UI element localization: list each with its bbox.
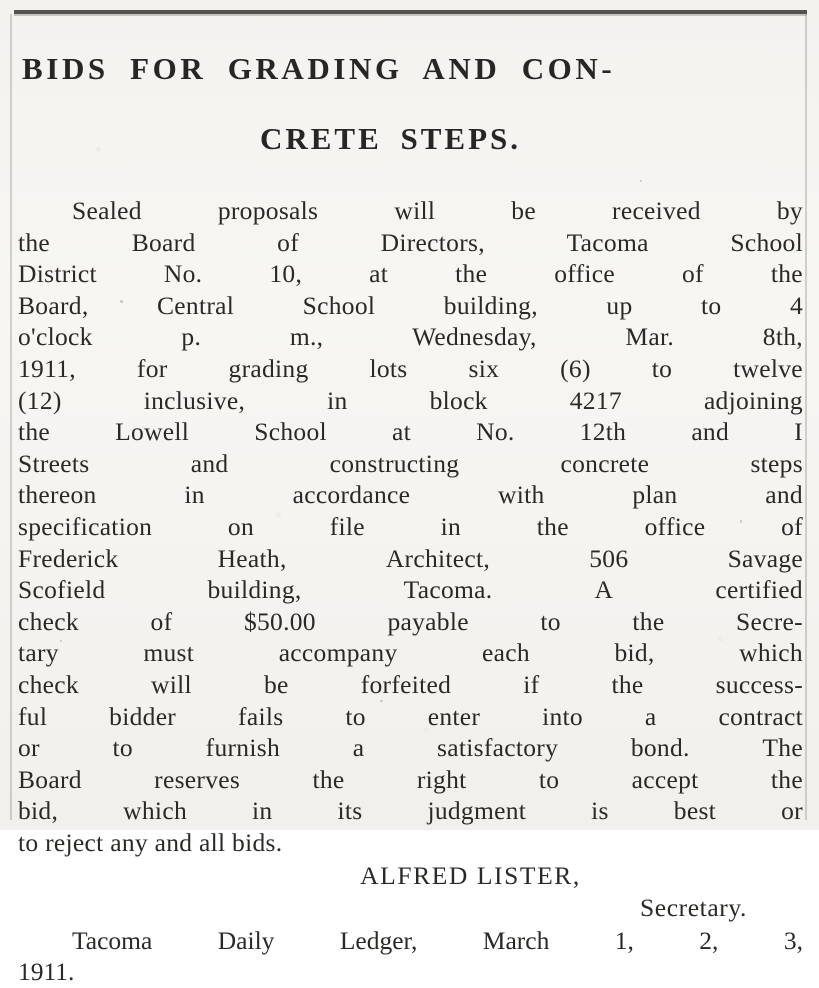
body-word: and xyxy=(691,417,730,447)
body-word: proposals xyxy=(217,196,319,225)
body-line xyxy=(18,574,803,606)
body-word: check xyxy=(18,606,79,636)
body-word: School xyxy=(730,227,803,257)
body-word: up xyxy=(606,290,633,320)
body-word: The xyxy=(762,733,803,763)
body-word: the xyxy=(770,259,803,289)
body-word: by xyxy=(776,196,803,225)
body-word: received xyxy=(612,196,701,225)
body-word: Frederick xyxy=(18,543,119,573)
body-word: at xyxy=(392,417,412,447)
body-word: will xyxy=(151,669,192,699)
body-word: its xyxy=(337,796,363,826)
body-word: of xyxy=(682,259,704,289)
body-word: specification xyxy=(18,511,153,541)
body-word: with xyxy=(498,480,545,510)
body-word: best xyxy=(673,796,717,826)
body-word: grading xyxy=(228,353,309,383)
body-word: Tacoma. xyxy=(403,575,493,605)
body-word: bid, xyxy=(614,638,655,668)
body-word: Secre- xyxy=(736,606,803,636)
body-word: in xyxy=(184,480,205,510)
body-word: to xyxy=(112,733,133,763)
column-top-rule xyxy=(14,10,807,14)
body-line xyxy=(18,764,803,796)
body-word: of xyxy=(781,511,803,541)
body-word: success- xyxy=(715,669,803,699)
body-word: the xyxy=(18,227,51,257)
body-word: Central xyxy=(157,290,235,320)
body-word: right xyxy=(416,764,467,794)
body-word: or xyxy=(18,733,40,763)
body-word: constructing xyxy=(329,448,460,478)
body-line xyxy=(18,479,803,511)
footer-line xyxy=(18,925,803,957)
body-word: accompany xyxy=(278,638,398,668)
body-word: block xyxy=(429,385,488,415)
body-word: 4 xyxy=(789,290,803,320)
body-word: thereon xyxy=(18,480,97,510)
body-line xyxy=(18,606,803,638)
body-word: into xyxy=(542,701,583,731)
body-word: adjoining xyxy=(703,385,803,415)
body-word: Heath, xyxy=(217,543,287,573)
publication-footer xyxy=(18,925,803,988)
body-word: of xyxy=(150,606,173,636)
body-word: which xyxy=(123,796,187,826)
body-word: the xyxy=(536,511,569,541)
signature-name: ALFRED LISTER, xyxy=(360,861,581,891)
body-word: be xyxy=(511,196,536,225)
body-word: 10, xyxy=(269,259,303,289)
body-word: Architect, xyxy=(385,543,491,573)
body-word: to xyxy=(651,353,673,383)
body-word: Streets xyxy=(18,448,90,478)
body-word: to xyxy=(701,290,722,320)
body-word: building, xyxy=(443,290,538,320)
body-line xyxy=(18,795,803,827)
body-word: 2, xyxy=(699,925,719,955)
body-word: Board, xyxy=(18,290,89,320)
body-line xyxy=(18,353,803,385)
body-word: Tacoma xyxy=(72,925,153,955)
headline-line-1: BIDS FOR GRADING AND CON- xyxy=(22,51,616,86)
body-word: 4217 xyxy=(569,385,622,415)
body-word: to xyxy=(538,764,560,794)
body-word: Scofield xyxy=(18,575,106,605)
body-word: to xyxy=(540,606,561,636)
body-word: 1, xyxy=(614,925,634,955)
body-word: the xyxy=(312,764,345,794)
body-word: payable xyxy=(387,606,469,636)
body-word: 12th xyxy=(579,417,627,447)
body-word: 8th, xyxy=(762,322,803,352)
body-word: (12) xyxy=(18,385,62,415)
body-word: the xyxy=(455,259,488,289)
body-word: concrete xyxy=(560,448,650,478)
body-word: the xyxy=(611,669,644,699)
body-word: fails xyxy=(238,701,284,731)
body-word: check xyxy=(18,669,79,699)
body-word: Ledger, xyxy=(339,925,418,955)
body-word: certified xyxy=(715,575,803,605)
body-word: on xyxy=(227,511,255,541)
body-word: each xyxy=(482,638,530,668)
body-word: furnish xyxy=(205,733,280,763)
body-word: Sealed xyxy=(72,196,142,225)
body-word: accept xyxy=(631,764,699,794)
body-word: School xyxy=(254,417,327,447)
body-word: the xyxy=(770,764,803,794)
body-word: and xyxy=(190,448,229,478)
body-line xyxy=(18,227,803,259)
body-line xyxy=(18,416,803,448)
body-line xyxy=(18,385,803,417)
signature-title: Secretary. xyxy=(640,893,747,923)
body-word: judgment xyxy=(427,796,527,826)
body-word: steps xyxy=(750,448,803,478)
body-word: or xyxy=(781,796,803,826)
body-line xyxy=(18,732,803,764)
body-line xyxy=(18,195,803,227)
body-word: bid, xyxy=(18,796,59,826)
body-word: and xyxy=(765,480,803,510)
body-word: Daily xyxy=(217,925,275,955)
body-word: Directors, xyxy=(380,227,485,257)
body-word: 1911, xyxy=(18,353,76,383)
body-word: School xyxy=(302,290,376,320)
body-word: No. xyxy=(476,417,515,447)
body-word: Wednesday, xyxy=(412,322,537,352)
body-word: in xyxy=(440,511,462,541)
body-word: enter xyxy=(427,701,481,731)
column-left-rule xyxy=(10,14,12,820)
body-word: office xyxy=(644,511,706,541)
body-line xyxy=(18,511,803,543)
body-word: p. xyxy=(181,322,202,352)
body-word: a xyxy=(352,733,365,763)
body-word: a xyxy=(644,701,657,731)
body-word: (6) xyxy=(560,353,591,383)
body-word: inclusive, xyxy=(143,385,246,415)
body-word: Board xyxy=(131,227,196,257)
body-word: 3, xyxy=(783,925,803,955)
body-line xyxy=(18,321,803,353)
body-word: March xyxy=(482,925,550,955)
body-word: Savage xyxy=(727,543,803,573)
body-word: m., xyxy=(289,322,324,352)
body-word: I xyxy=(794,417,803,447)
advertisement-body xyxy=(18,16,803,988)
body-word: Board xyxy=(18,764,82,794)
body-word: six xyxy=(468,353,500,383)
body-line xyxy=(18,827,803,859)
body-word: to xyxy=(345,701,366,731)
body-word: which xyxy=(739,638,803,668)
body-word: in xyxy=(252,796,273,826)
body-word: bond. xyxy=(630,733,690,763)
body-word: Tacoma xyxy=(566,227,649,257)
body-word: file xyxy=(329,511,365,541)
body-word: District xyxy=(18,259,97,289)
footer-line-text: 1911. xyxy=(18,957,75,987)
body-word: office xyxy=(554,259,615,289)
body-word: the xyxy=(18,417,51,447)
body-word: of xyxy=(277,227,300,257)
body-word: plan xyxy=(632,480,678,510)
body-word: forfeited xyxy=(360,669,452,699)
advertisement-paragraph xyxy=(18,195,803,858)
body-word: is xyxy=(591,796,609,826)
body-word: in xyxy=(327,385,348,415)
body-line xyxy=(18,669,803,701)
body-word: bidder xyxy=(109,701,177,731)
headline-line-2: CRETE STEPS. xyxy=(259,121,522,156)
body-word: lots xyxy=(369,353,408,383)
body-line xyxy=(18,290,803,322)
body-word: satisfactory xyxy=(437,733,559,763)
body-word: o'clock xyxy=(18,322,93,352)
body-line xyxy=(18,543,803,575)
body-line xyxy=(18,448,803,480)
body-word: tary xyxy=(18,638,59,668)
body-line-text: to reject any and all bids. xyxy=(18,827,283,857)
signature-block xyxy=(18,860,803,923)
body-line xyxy=(18,258,803,290)
body-word: accordance xyxy=(292,480,411,510)
body-word: will xyxy=(394,196,436,225)
body-word: $50.00 xyxy=(243,606,316,636)
body-word: Mar. xyxy=(625,322,675,352)
body-line xyxy=(18,701,803,733)
body-word: for xyxy=(136,353,168,383)
body-line xyxy=(18,637,803,669)
body-word: ful xyxy=(18,701,48,731)
body-word: at xyxy=(369,259,389,289)
body-word: if xyxy=(523,669,540,699)
body-word: twelve xyxy=(733,353,803,383)
body-word: Lowell xyxy=(115,417,190,447)
advertisement-headline xyxy=(18,16,803,191)
body-word: building, xyxy=(207,575,302,605)
body-word: No. xyxy=(163,259,203,289)
body-word: reserves xyxy=(154,764,241,794)
footer-line xyxy=(18,956,803,988)
body-word: be xyxy=(263,669,289,699)
body-word: 506 xyxy=(589,543,629,573)
body-word: contract xyxy=(718,701,803,731)
column-right-rule xyxy=(805,14,807,820)
body-word: the xyxy=(632,606,665,636)
body-word: A xyxy=(594,575,614,605)
body-word: must xyxy=(143,638,195,668)
